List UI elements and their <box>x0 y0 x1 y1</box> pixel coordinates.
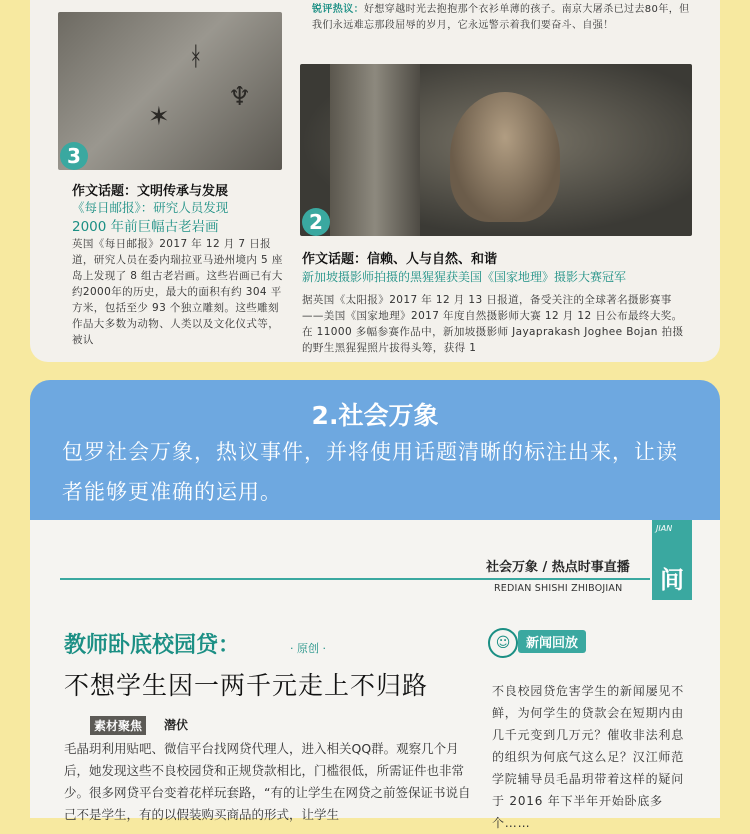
item3-topic: 作文话题：文明传承与发展 <box>72 184 229 199</box>
rock-art-photo <box>58 12 282 170</box>
material-label: 素材聚焦 <box>90 716 146 735</box>
column-pinyin: REDIAN SHISHI ZHIBOJIAN <box>494 583 623 594</box>
reporter-icon: ☺ <box>488 628 518 658</box>
tree-trunk <box>330 64 420 236</box>
rock-figure: ᚼ <box>188 42 204 72</box>
article-title-sub: 不想学生因一两千元走上不归路 <box>64 671 429 700</box>
rock-figure: ♆ <box>228 82 252 112</box>
article-body: 毛晶玥利用贴吧、微信平台找网贷代理人，进入相关QQ群。观察几个月后，她发现这些不良校园贷和正规贷款相比，门槛很低，所需证件也非常少。很多网贷平台变着花样玩套路，“有的让学生在网贷之前签保证书说自己不是学生，有的以假装购买商品的形式，让学生 <box>64 741 471 822</box>
column-label: 社会万象 / 热点时事直播 <box>486 560 630 575</box>
item3-headline2: 2000 年前巨幅古老岩画 <box>72 219 219 235</box>
news-replay-tag: 新闻回放 <box>518 630 586 653</box>
magazine-page-top <box>30 0 720 362</box>
column-tab-char: 间 <box>660 566 684 594</box>
item-badge: 2 <box>302 208 330 236</box>
article-tag: · 原创 · <box>290 642 326 655</box>
feature-title: 2.社会万象 <box>311 401 439 430</box>
orangutan <box>450 92 560 222</box>
item2-headline: 新加坡摄影师拍摄的黑猩猩获美国《国家地理》摄影大赛冠军 <box>302 270 627 284</box>
news-replay-body: 不良校园贷危害学生的新闻屡见不鲜，为何学生的贷款会在短期内由几千元变到几万元？催收非法利息的组织为何底气这么足？汉江师范学院辅导员毛晶玥带着这样的疑问于 2016 年下半年开始卧底多个…… <box>492 684 685 830</box>
column-tab-pinyin: JIAN <box>656 524 673 533</box>
item-badge: 3 <box>60 142 88 170</box>
feature-description: 包罗社会万象，热议事件，并将使用话题清晰的标注出来，让读者能够更准确的运用。 <box>62 440 678 504</box>
material-heading: 潜伏 <box>164 718 189 732</box>
commentary-label: 锐评热议： <box>312 4 364 15</box>
item2-body: 据英国《太阳报》2017 年 12 月 13 日报道，备受关注的全球著名摄影赛事——美国《国家地理》2017 年度自然摄影师大赛 12 月 12 日公布最终大奖。在 11000 多幅参赛作品中，新加坡摄影师 Jayaprakash Joghee Bojan 拍摄的野生黑猩猩照片拔得头筹，获得 1 <box>302 294 684 354</box>
column-rule <box>60 578 650 580</box>
orangutan-photo <box>300 64 692 236</box>
rock-figure: ✶ <box>148 102 170 132</box>
commentary-block <box>312 2 692 34</box>
item2-topic: 作文话题：信赖、人与自然、和谐 <box>302 252 498 267</box>
item3-headline1: 《每日邮报》：研究人员发现 <box>72 200 229 215</box>
commentary-text: 好想穿越时光去抱抱那个衣衫单薄的孩子。南京大屠杀已过去80年，但我们永远难忘那段屈辱的岁月，它永远警示着我们要奋斗、自强！ <box>312 4 690 31</box>
item3-body: 英国《每日邮报》2017 年 12 月 7 日报道，研究人员在委内瑞拉亚马逊州境内 5 座岛上发现了 8 组古老岩画。这些岩画已有大约2000年的历史，最大的面积有约 304 平方米，包括至少 93 个独立雕刻。这些雕刻作品大多数为动物、人类以及文化仪式等，被认 <box>72 238 283 346</box>
article-title-main: 教师卧底校园贷： <box>64 633 241 658</box>
